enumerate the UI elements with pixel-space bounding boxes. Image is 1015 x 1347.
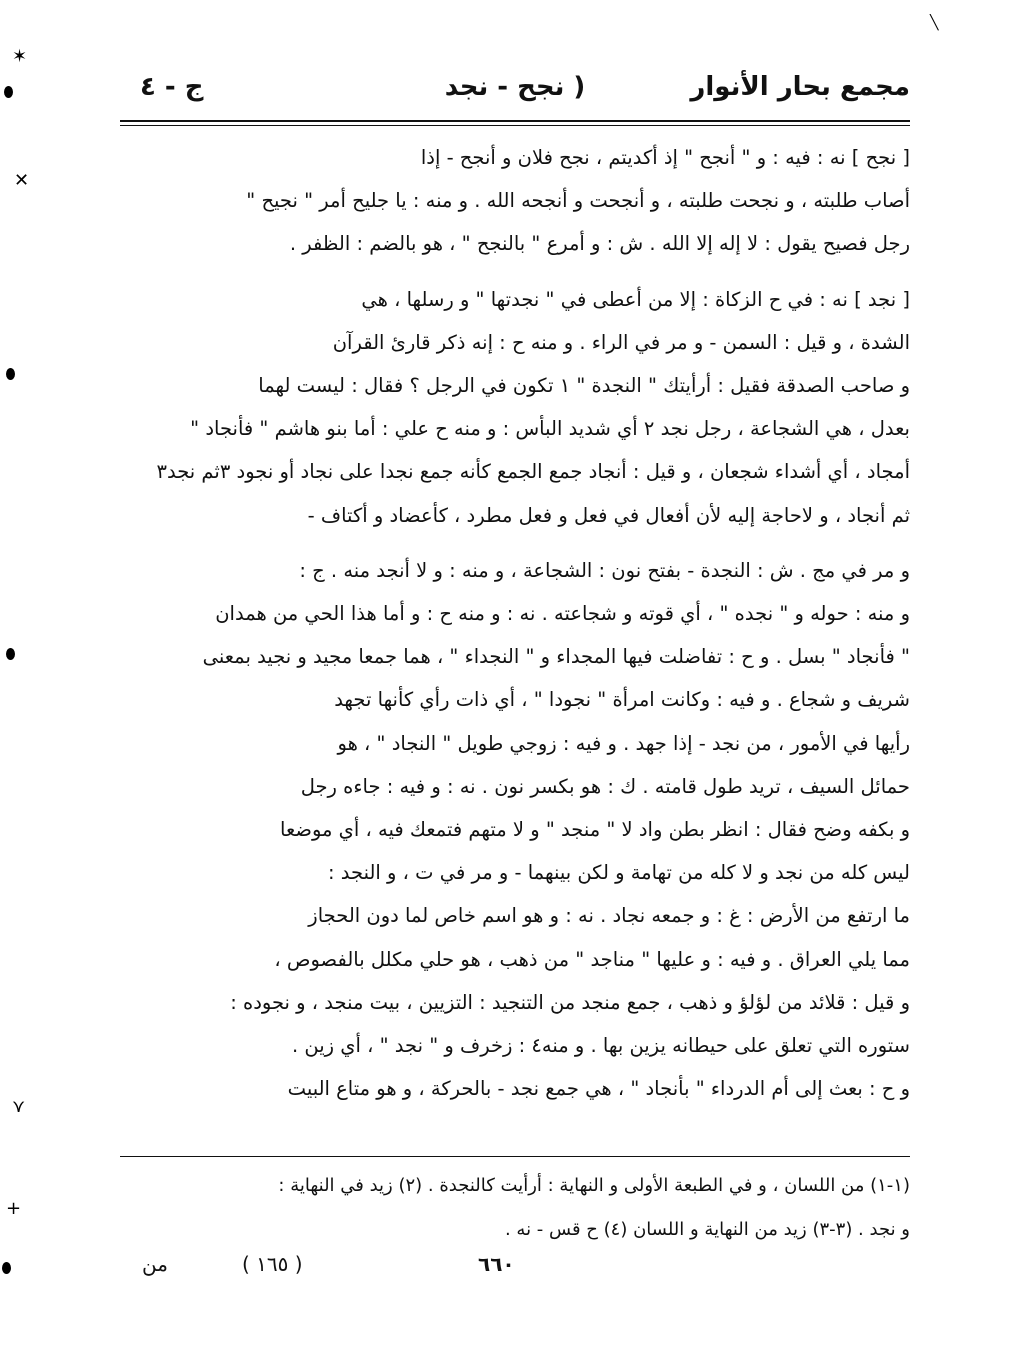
- text-line: و صاحب الصدقة فقيل : أرأيتك " النجدة " ١ تكون في الرجل ؟ فقال : ليست لهما: [258, 374, 910, 398]
- text-line: و قيل : قلائد من لؤلؤ و ذهب ، جمع منجد من التنجيد : التزيين ، بيت منجد ، و نجوده :: [230, 990, 910, 1014]
- text-line: شريف و شجاع . و فيه : وكانت امرأة " نجودا " ، أي ذات رأي كأنها تجهد: [334, 688, 910, 712]
- text-line: و بكفه وضح فقال : انظر بطن واد لا " منجد " و لا متهم فتمعك فيه ، أي موضعا: [280, 818, 910, 842]
- text-line: رجل فصيح يقول : لا إله إلا الله . ش : و أمرع " بالنجح " ، هو بالضم : الظفر .: [289, 232, 910, 256]
- volume-page-number: ( ١٦٥ ): [242, 1252, 303, 1276]
- scan-mark: ╲: [930, 15, 939, 31]
- text-line: أمجاد ، أي أشداء شجعان ، و قيل : أنجاد جمع الجمع كأنه جمع نجدا على نجاد أو نجود ٣ثم نجد٣: [156, 460, 910, 484]
- text-line: ستوره التي تعلق على حيطانه يزين بها . و منه٤ : زخرف و " نجد " ، أي زين .: [291, 1034, 910, 1058]
- text-line: أصاب طلبته ، و نجحت طلبته ، و أنجحت و أنجحه الله . و منه : يا جليح أمر " نجيح ": [246, 189, 910, 213]
- scan-dot: [2, 1262, 11, 1274]
- catchword: من: [142, 1252, 168, 1276]
- footnote-rule: [120, 1156, 910, 1157]
- page-number: ٦٦٠: [478, 1252, 515, 1276]
- scan-mark: ✕: [14, 170, 30, 191]
- text-line: " فأنجاد " بسل . و ح : تفاضلت فيها المجداء و " النجداء " ، هما جمعا مجيد و نجيد بمعنى: [202, 645, 910, 669]
- text-line: حمائل السيف ، تريد طول قامته . ك : هو بكسر نون . نه : و فيه : جاءه رجل: [300, 774, 910, 798]
- header-rule: [120, 120, 910, 122]
- header-rule-thin: [120, 125, 910, 126]
- text-line: [ نجد ] نه : في ح الزكاة : إلا من أعطى في " نجدتها " و رسلها ، هي: [361, 287, 910, 311]
- book-title: مجمع بحار الأنوار: [690, 72, 910, 102]
- text-line: بعدل ، هي الشجاعة ، رجل نجد ٢ أي شديد البأس : و منه ح علي : أما بنو هاشم " فأنجاد ": [190, 417, 910, 441]
- scan-mark: ⋎: [12, 1096, 26, 1117]
- text-line: مما يلي العراق . و فيه : و عليها " مناجد " من ذهب ، هو حلي مكلل بالفصوص ،: [274, 947, 910, 971]
- text-line: ثم أنجاد ، و لاحاجة إليه لأن أفعال في فعل و فعل مطرد ، كأعضاد و أكتاف -: [307, 503, 910, 527]
- main-text: [120, 136, 910, 1110]
- page-header: [120, 72, 910, 112]
- scan-dot: [6, 648, 15, 660]
- text-line: ما ارتفع من الأرض : غ : و جمعه نجاد . نه : و هو اسم خاص لما دون الحجاز: [308, 904, 910, 928]
- scan-mark: +: [6, 1198, 22, 1219]
- volume-label: ج - ٤: [140, 72, 204, 102]
- entry-range: ( نجح - نجد: [444, 72, 586, 102]
- scan-dot: [4, 86, 13, 98]
- scan-mark: ✶: [12, 46, 28, 67]
- text-line: رأيها في الأمور ، من نجد - إذا جهد . و فيه : زوجي طويل " النجاد " ، هو: [337, 731, 910, 755]
- scan-dot: [6, 368, 15, 380]
- footnote-line: (١-١) من اللسان ، و في الطبعة الأولى و النهاية : أرأيت كالنجدة . (٢) زيد في النهاية :: [278, 1175, 910, 1196]
- footnotes: [120, 1164, 910, 1252]
- text-line: [ نجح ] نه : فيه : و " أنجح " إذ أكديتم ، نجح فلان و أنجح - إذا: [420, 146, 910, 169]
- text-line: الشدة ، و قيل : السمن - و مر في الراء . و منه ح : إنه ذكر قارئ القرآن: [332, 330, 910, 354]
- text-line: و ح : بعث إلى أم الدرداء " بأنجاد " ، هي جمع نجد - بالحركة ، و هو متاع البيت: [287, 1077, 910, 1101]
- text-line: و منه : حوله و " نجده " ، أي قوته و شجاعته . نه : و منه ح : و أما هذا الحي من همدان: [215, 602, 910, 626]
- text-line: ليس كله من نجد و لا كله من تهامة و لكن بينهما - و مر في ت ، و النجد :: [328, 861, 910, 885]
- text-line: و مر في مج . ش : النجدة - بفتح نون : الشجاعة ، و منه : و لا أنجد منه . ج :: [299, 558, 910, 582]
- footnote-line: و نجد . (٣-٣) زيد من النهاية و اللسان (٤) ح قس - نه .: [504, 1219, 910, 1240]
